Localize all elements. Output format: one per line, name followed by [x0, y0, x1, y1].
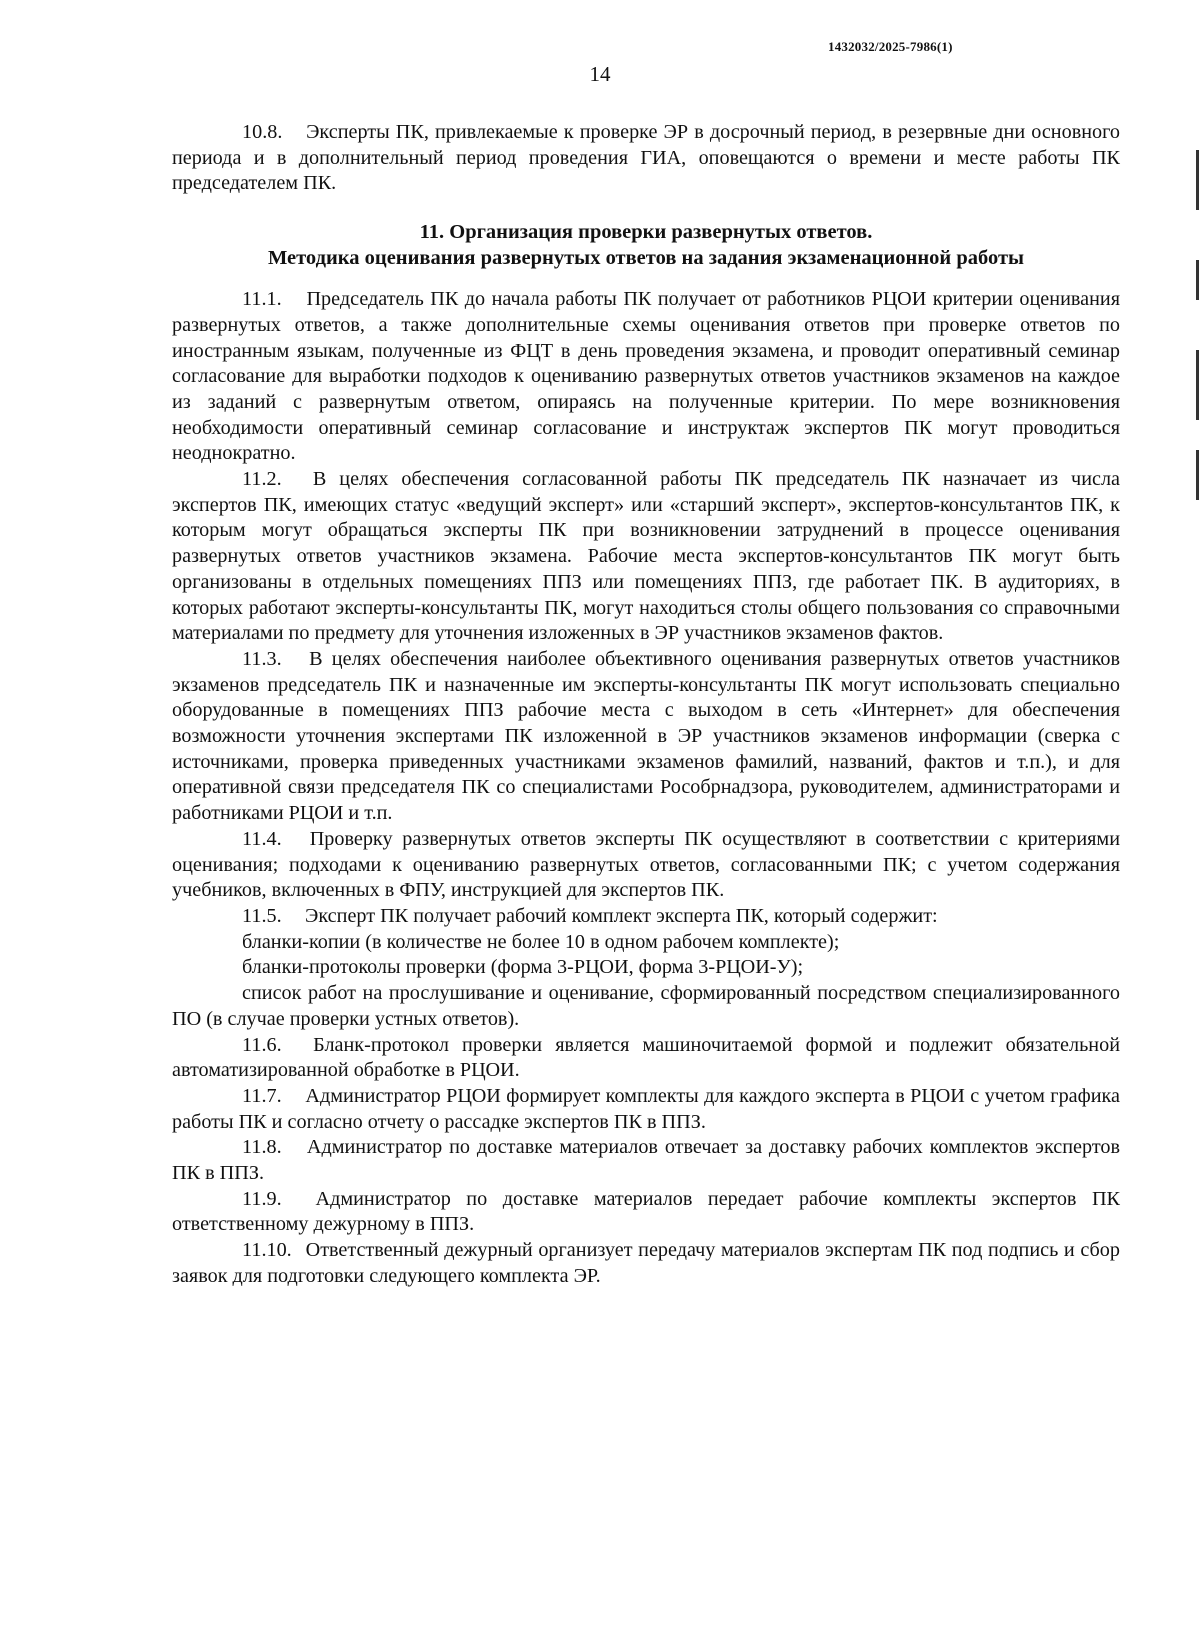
paragraph-number: 11.2. — [242, 468, 282, 491]
paragraph-number: 11.4. — [242, 827, 282, 850]
page-number: 14 — [589, 62, 611, 86]
paragraph-11-9 — [172, 1187, 1120, 1238]
paragraph-text: Администратор по доставке материалов передает рабочие комплекты экспертов ПК ответственному дежурному в ППЗ. — [172, 1187, 1120, 1236]
paragraph-number: 11.3. — [242, 647, 282, 670]
paragraph-10-8 — [172, 120, 1120, 197]
paragraph-text: Проверку развернутых ответов эксперты ПК осуществляют в соответствии с критериями оценивания; подходами к оцениванию развернутых ответов, согласованными ПК; с учетом содержания учебников, включенных в ФПУ, инструкцией для экспертов ПК. — [172, 827, 1120, 902]
document-code: 1432032/2025-7986(1) — [828, 39, 953, 54]
paragraph-11-7 — [172, 1084, 1120, 1135]
list-item: список работ на прослушивание и оценивание, сформированный посредством специализированного ПО (в случае проверки устных ответов). — [172, 982, 1120, 1030]
paragraph-11-8 — [172, 1135, 1120, 1186]
section-heading — [172, 219, 1120, 271]
paragraph-11-4 — [172, 827, 1120, 904]
paragraph-11-1 — [172, 287, 1120, 467]
paragraph-11-3 — [172, 647, 1120, 827]
section-title-line-2: Методика оценивания развернутых ответов на задания экзаменационной работы — [267, 247, 1025, 270]
list-item: бланки-протоколы проверки (форма 3-РЦОИ, форма 3-РЦОИ-У); — [242, 956, 804, 979]
paragraph-number: 11.8. — [242, 1136, 282, 1159]
paragraph-number: 11.10. — [242, 1239, 292, 1262]
paragraph-number: 11.9. — [242, 1187, 282, 1210]
paragraph-text: В целях обеспечения наиболее объективного оценивания развернутых ответов участников экзаменов председатель ПК и назначенные им эксперты-консультанты ПК могут использовать специально оборудованные в помещениях ППЗ рабочие места с выходом в сеть «Интернет» для обеспечения возможности уточнения экспертами ПК изложенной в ЭР участников экзаменов информации (сверка с источниками, проверка приведенных участниками экзаменов фамилий, названий, фактов и т.п.), и для оперативной связи председателя ПК со специалистами Рособрнадзора, руководителем, администраторами и работниками РЦОИ и т.п. — [172, 647, 1120, 825]
paragraph-text: Ответственный дежурный организует передачу материалов экспертам ПК под подпись и сбор заявок для подготовки следующего комплекта ЭР. — [172, 1239, 1120, 1287]
paragraph-text: Председатель ПК до начала работы ПК получает от работников РЦОИ критерии оценивания развернутых ответов, а также дополнительные схемы оценивания ответов при проверке ответов по иностранным языкам, полученные из ФЦТ в день проведения экзамена, и проводит оперативный семинар согласование для выработки подходов к оцениванию развернутых ответов участников экзаменов на каждое из заданий с развернутым ответом, опираясь на полученные критерии. По мере возникновения необходимости оперативный семинар согласование и инструктаж экспертов ПК могут проводиться неоднократно. — [172, 288, 1120, 465]
paragraph-number: 11.7. — [242, 1084, 282, 1107]
document-body — [172, 120, 1120, 1290]
paragraph-text: Эксперты ПК, привлекаемые к проверке ЭР в досрочный период, в резервные дни основного периода и в дополнительный период проведения ГИА, оповещаются о времени и месте работы ПК председателем ПК. — [172, 121, 1120, 195]
paragraph-text: Администратор РЦОИ формирует комплекты для каждого эксперта в РЦОИ с учетом графика работы ПК и согласно отчету о рассадке экспертов ПК в ППЗ. — [172, 1084, 1120, 1133]
paragraph-number: 11.5. — [242, 904, 282, 927]
paragraph-number: 10.8. — [242, 121, 283, 143]
paragraph-text: Эксперт ПК получает рабочий комплект эксперта ПК, который содержит: — [305, 904, 938, 927]
section-title-line-1: 11. Организация проверки развернутых ответов. — [419, 221, 873, 244]
paragraph-11-5 — [172, 904, 1120, 930]
paragraph-text: Администратор по доставке материалов отвечает за доставку рабочих комплектов экспертов ПК в ППЗ. — [172, 1136, 1121, 1185]
paragraph-text: В целях обеспечения согласованной работы ПК председатель ПК назначает из числа экспертов ПК, имеющих статус «ведущий эксперт» или «старший эксперт», экспертов-консультантов ПК, к которым могут обращаться эксперты ПК при возникновении затруднений в процессе оценивания развернутых ответов участников экзамена. Рабочие места экспертов-консультантов ПК могут быть организованы в отдельных помещениях ППЗ или помещениях ППЗ, где работает ПК. В аудиториях, в которых работают эксперты-консультанты ПК, могут находиться столы общего пользования со справочными материалами по предмету для уточнения изложенных в ЭР участников экзаменов фактов. — [172, 468, 1120, 645]
scan-edge-marks — [1196, 150, 1200, 510]
paragraph-11-6 — [172, 1033, 1120, 1084]
paragraph-11-2 — [172, 467, 1120, 647]
paragraph-number: 11.6. — [242, 1033, 282, 1056]
list-item: бланки-копии (в количестве не более 10 в одном рабочем комплекте); — [242, 930, 840, 953]
paragraph-11-10 — [172, 1238, 1120, 1289]
paragraph-text: Бланк-протокол проверки является машиночитаемой формой и подлежит обязательной автоматизированной обработке в РЦОИ. — [172, 1033, 1120, 1082]
paragraph-number: 11.1. — [242, 288, 282, 311]
